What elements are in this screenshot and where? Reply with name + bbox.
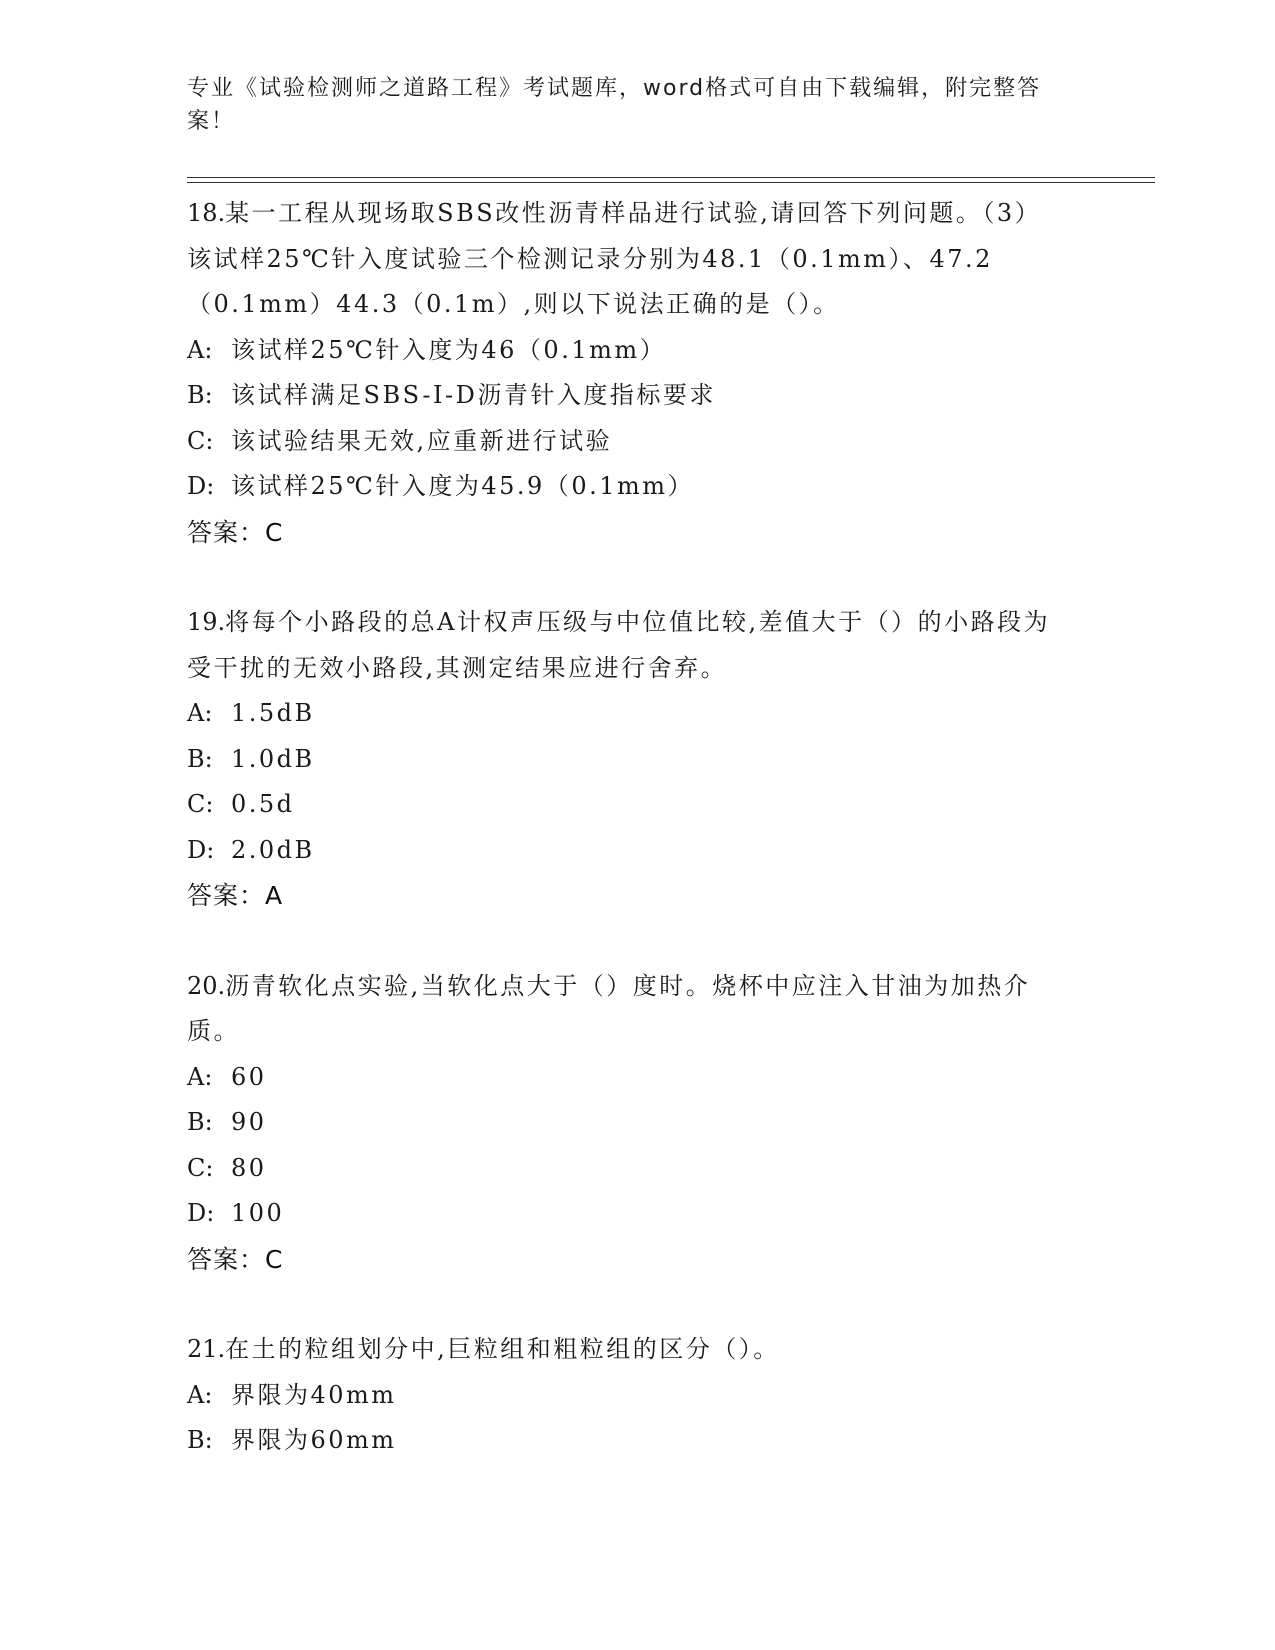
- option-key: B:: [187, 744, 213, 773]
- question-text: 在土的粒组划分中,巨粒组和粗粒组的区分（）。: [225, 1335, 780, 1363]
- option-key: B:: [187, 1426, 213, 1454]
- option-key: A:: [187, 699, 213, 727]
- option-key: C:: [187, 426, 214, 455]
- question-number: 20.: [187, 971, 226, 1000]
- option-text: 界限为40mm: [231, 1380, 397, 1409]
- option-d: [187, 1191, 1067, 1237]
- option-key: B:: [187, 381, 213, 409]
- answer-label: 答案：C: [187, 1244, 284, 1274]
- option-c: [187, 419, 1067, 465]
- question-stem: [187, 191, 1067, 328]
- option-b: [187, 737, 1067, 783]
- option-b: [187, 1418, 1067, 1464]
- option-c: [187, 1146, 1067, 1192]
- question-20: [187, 964, 1067, 1283]
- option-a: [187, 328, 1067, 374]
- question-number: 19.: [187, 608, 226, 636]
- question-stem: [187, 600, 1067, 691]
- option-a: [187, 691, 1067, 737]
- answer-label: 答案：A: [187, 881, 284, 910]
- question-stem: [187, 964, 1067, 1055]
- question-number: 18.: [187, 199, 226, 227]
- option-text: 该试样满足SBS-Ⅰ-D沥青针入度指标要求: [231, 381, 716, 409]
- option-key: B:: [187, 1108, 213, 1136]
- question-stem: [187, 1327, 1067, 1373]
- document-header: 专业《试验检测师之道路工程》考试题库，word格式可自由下载编辑，附完整答案！: [187, 76, 1042, 134]
- option-text: 100: [231, 1199, 285, 1227]
- header-rule-bottom: [187, 182, 1155, 183]
- option-text: 1.0dB: [231, 744, 315, 773]
- option-text: 该试样25℃针入度为45.9（0.1mm）: [231, 472, 695, 500]
- header-rule-top: [187, 177, 1155, 178]
- question-list: [187, 191, 1067, 1509]
- question-21: [187, 1327, 1067, 1464]
- option-key: A:: [187, 1062, 213, 1091]
- option-b: [187, 1100, 1067, 1146]
- option-text: 界限为60mm: [231, 1426, 397, 1454]
- option-text: 该试样25℃针入度为46（0.1mm）: [231, 335, 667, 364]
- option-text: 2.0dB: [231, 835, 315, 864]
- option-c: [187, 782, 1067, 828]
- option-key: C:: [187, 1153, 214, 1182]
- question-number: 21.: [187, 1335, 226, 1363]
- option-text: 90: [231, 1108, 267, 1136]
- option-key: A:: [187, 1380, 213, 1409]
- question-text: 某一工程从现场取SBS改性沥青样品进行试验,请回答下列问题。（3）该试样25℃针入度试验三个检测记录分别为48.1（0.1mm）、47.2（0.1mm）44.3（0.1m）,则以下说法正确的是（）。: [187, 199, 1042, 318]
- question-19: [187, 600, 1067, 919]
- option-key: D:: [187, 835, 215, 864]
- question-text: 沥青软化点实验,当软化点大于（）度时。烧杯中应注入甘油为加热介质。: [187, 971, 1031, 1045]
- option-d: [187, 464, 1067, 510]
- option-a: [187, 1055, 1067, 1101]
- option-key: D:: [187, 1199, 215, 1227]
- question-18: [187, 191, 1067, 555]
- option-a: [187, 1373, 1067, 1419]
- question-text: 将每个小路段的总A计权声压级与中位值比较,差值大于（）的小路段为受干扰的无效小路段,其测定结果应进行舍弃。: [187, 608, 1051, 682]
- option-key: D:: [187, 472, 215, 500]
- option-text: 0.5d: [231, 790, 295, 818]
- option-text: 80: [231, 1153, 267, 1182]
- option-text: 该试验结果无效,应重新进行试验: [231, 426, 613, 455]
- option-text: 60: [231, 1062, 267, 1091]
- option-text: 1.5dB: [231, 699, 315, 727]
- answer-label: 答案：C: [187, 517, 284, 547]
- option-key: C:: [187, 790, 214, 818]
- option-b: [187, 373, 1067, 419]
- option-key: A:: [187, 335, 213, 364]
- option-d: [187, 828, 1067, 874]
